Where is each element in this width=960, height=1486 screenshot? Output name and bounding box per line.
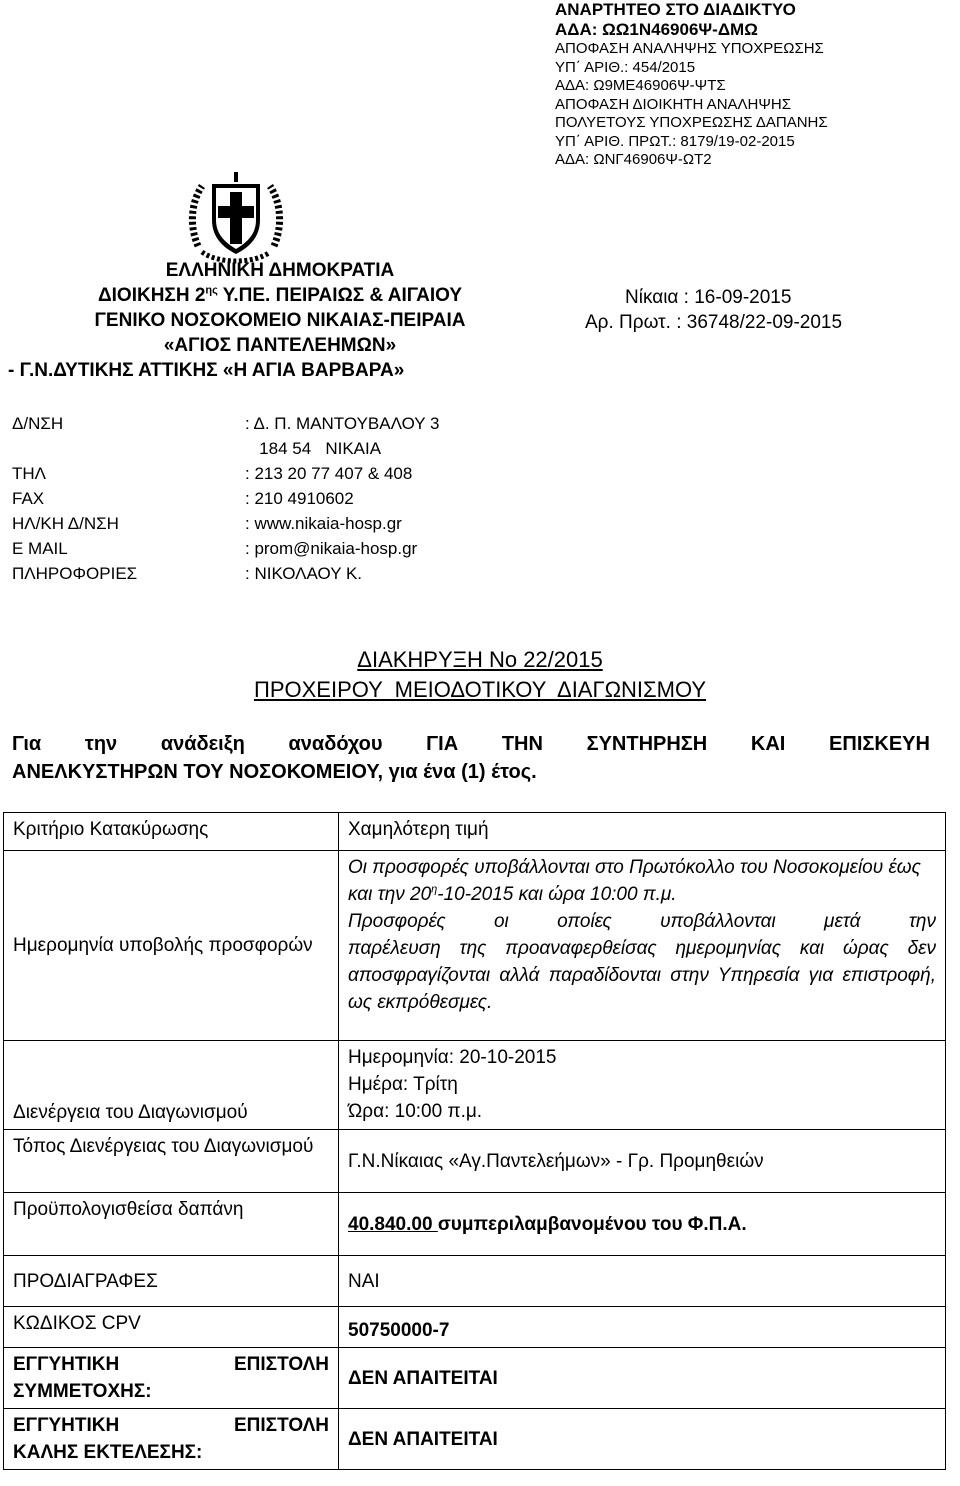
late-offers-line: Προσφορές οι οποίες υποβάλλονται μετά την bbox=[348, 911, 936, 932]
place-value: Γ.Ν.Νίκαιας «Αγ.Παντελεήμων» - Γρ. Προμηθειών bbox=[339, 1130, 946, 1193]
issuer-authority: ΔΙΟΙΚΗΣΗ $2^{\eta\varsigma}$ Υ.ΠΕ. ΠΕΙΡΑΙΩΣ & ΑΙΓΑΙΟΥ bbox=[97, 284, 463, 306]
contact-row: ΗΛ/ΚΗ Δ/ΝΣΗ : www.nikaia-hosp.gr bbox=[12, 514, 402, 533]
submission-label: Ημερομηνία υποβολής προσφορών bbox=[4, 851, 339, 1041]
submission-deadline: Οι προσφορές υποβάλλονται στο Πρωτόκολλο του Νοσοκομείου έως και την $20^\eta-10-2015$ και ώρα 10:00 π.μ. bbox=[348, 857, 921, 905]
conduct-time: Ώρα: 10:00 π.μ. bbox=[348, 1101, 483, 1122]
budget-amount: 40.840.00 bbox=[348, 1213, 438, 1235]
place-date: Νίκαια : 16-09-2015 bbox=[625, 287, 792, 308]
cpv-value: 50750000-7 bbox=[339, 1307, 946, 1348]
conduct-value bbox=[339, 1041, 946, 1130]
guarantee-participation-label: ΕΓΓΥΗΤΙΚΗ ΕΠΙΣΤΟΛΗ ΣΥΜΜΕΤΟΧΗΣ: bbox=[4, 1348, 339, 1409]
table-row bbox=[4, 1041, 946, 1130]
publication-heading: ΑΝΑΡΤΗΤΕΟ ΣΤΟ ΔΙΑΔΙΚΤΥΟ bbox=[555, 0, 796, 19]
purpose-line-1: Για την ανάδειξη αναδόχου ΓΙΑ ΤΗΝ ΣΥΝΤΗΡΗΣΗ ΚΑΙ ΕΠΙΣΚΕΥΗ bbox=[12, 733, 930, 755]
reference-block bbox=[585, 285, 842, 335]
contact-row: FAX : 210 4910602 bbox=[12, 489, 354, 508]
table-row bbox=[4, 813, 946, 851]
publication-line: ΑΠΟΦΑΣΗ ΔΙΟΙΚΗΤΗ ΑΝΑΛΗΨΗΣ bbox=[555, 95, 792, 113]
guarantee-performance-value: ΔΕΝ ΑΠΑΙΤΕΙΤΑΙ bbox=[339, 1409, 946, 1470]
issuer-hospital-west-attica: - Γ.Ν.ΔΥΤΙΚΗΣ ΑΤΤΙΚΗΣ «Η ΑΓΙΑ ΒΑΡΒΑΡΑ» bbox=[8, 360, 405, 381]
contact-row: 184 54 ΝΙΚΑΙΑ bbox=[245, 439, 382, 458]
conduct-label: Διενέργεια του Διαγωνισμού bbox=[4, 1041, 339, 1130]
table-row bbox=[4, 1130, 946, 1193]
protocol-number: Αρ. Πρωτ. : 36748/22-09-2015 bbox=[585, 312, 843, 333]
conduct-day: Ημέρα: Τρίτη bbox=[348, 1074, 458, 1095]
criterion-value: Χαμηλότερη τιμή bbox=[339, 813, 946, 851]
submission-value bbox=[339, 851, 946, 1041]
greek-emblem-icon bbox=[188, 168, 284, 268]
publication-block bbox=[555, 0, 828, 170]
table-row bbox=[4, 1256, 946, 1307]
issuer-hospital-name: «ΑΓΙΟΣ ΠΑΝΤΕΛΕΗΜΩΝ» bbox=[163, 335, 397, 356]
issuer-state: ΕΛΛΗΝΙΚΗ ΔΗΜΟΚΡΑΤΙΑ bbox=[165, 260, 395, 281]
place-label: Τόπος Διενέργειας του Διαγωνισμού bbox=[4, 1130, 339, 1193]
purpose-line-2: ΑΝΕΛΚΥΣΤΗΡΩΝ ΤΟΥ ΝΟΣΟΚΟΜΕΙΟΥ, για ένα (1) έτος. bbox=[12, 761, 537, 783]
budget-label: Προϋπολογισθείσα δαπάνη bbox=[4, 1193, 339, 1256]
contact-row: ΠΛΗΡΟΦΟΡΙΕΣ : ΝΙΚΟΛΑΟΥ Κ. bbox=[12, 564, 363, 583]
table-row bbox=[4, 1409, 946, 1470]
contact-details bbox=[12, 411, 439, 586]
cpv-label: ΚΩΔΙΚΟΣ CPV bbox=[4, 1307, 339, 1348]
budget-description: συμπεριλαμβανομένου του Φ.Π.Α. bbox=[437, 1213, 747, 1235]
publication-line: ΠΟΛΥΕΤΟΥΣ ΥΠΟΧΡΕΩΣΗΣ ΔΑΠΑΝΗΣ bbox=[555, 114, 828, 131]
table-row bbox=[4, 1193, 946, 1256]
guarantee-participation-value: ΔΕΝ ΑΠΑΙΤΕΙΤΑΙ bbox=[339, 1348, 946, 1409]
issuer-block bbox=[0, 258, 560, 383]
criterion-label: Κριτήριο Κατακύρωσης bbox=[4, 813, 339, 851]
document-title bbox=[0, 645, 960, 705]
contact-row: E MAIL : prom@nikaia-hosp.gr bbox=[12, 539, 418, 558]
publication-line: ΑΔΑ: ΩΝΓ46906Ψ-ΩΤ2 bbox=[555, 151, 712, 168]
budget-value bbox=[339, 1193, 946, 1256]
publication-line: ΥΠ΄ ΑΡΙΘ.: 454/2015 bbox=[555, 58, 696, 76]
specs-value: ΝΑΙ bbox=[339, 1256, 946, 1307]
publication-line: ΑΠΟΦΑΣΗ ΑΝΑΛΗΨΗΣ ΥΠΟΧΡΕΩΣΗΣ bbox=[555, 40, 824, 57]
publication-ada: ΑΔΑ: ΩΩ1Ν46906Ψ-ΔΜΩ bbox=[555, 20, 758, 39]
table-row bbox=[4, 1348, 946, 1409]
guarantee-performance-label: ΕΓΓΥΗΤΙΚΗ ΕΠΙΣΤΟΛΗ ΚΑΛΗΣ ΕΚΤΕΛΕΣΗΣ: bbox=[4, 1409, 339, 1470]
publication-line: ΥΠ΄ ΑΡΙΘ. ΠΡΩΤ.: 8179/19-02-2015 bbox=[555, 132, 795, 150]
late-offers-text: παρέλευση της προαναφερθείσας ημερομηνίας και ώρας δεν αποσφραγίζονται αλλά παραδίδονται στην Υπηρεσία για επιστροφή, ως εκπρόθεσμες. bbox=[348, 938, 936, 1013]
conduct-date: Ημερομηνία: 20-10-2015 bbox=[348, 1047, 557, 1068]
contact-row: Δ/ΝΣΗ : Δ. Π. ΜΑΝΤΟΥΒΑΛΟΥ 3 bbox=[12, 414, 440, 433]
contact-row: ΤΗΛ : 213 20 77 407 & 408 bbox=[12, 464, 413, 483]
issuer-hospital: ΓΕΝΙΚΟ ΝΟΣΟΚΟΜΕΙΟ ΝΙΚΑΙΑΣ-ΠΕΙΡΑΙΑ bbox=[94, 310, 466, 331]
publication-line: ΑΔΑ: Ω9ΜΕ46906Ψ-ΨΤΣ bbox=[555, 77, 726, 94]
title-number: ΔΙΑΚΗΡΥΞΗ Νο 22/2015 bbox=[357, 647, 603, 672]
title-type: ΠΡΟΧΕΙΡΟΥ ΜΕΙΟΔΟΤΙΚΟΥ ΔΙΑΓΩΝΙΣΜΟΥ bbox=[253, 677, 707, 702]
table-row bbox=[4, 1307, 946, 1348]
purpose-text bbox=[12, 730, 930, 786]
specs-label: ΠΡΟΔΙΑΓΡΑΦΕΣ bbox=[4, 1256, 339, 1307]
tender-details-table bbox=[3, 812, 946, 1470]
table-row bbox=[4, 851, 946, 1041]
